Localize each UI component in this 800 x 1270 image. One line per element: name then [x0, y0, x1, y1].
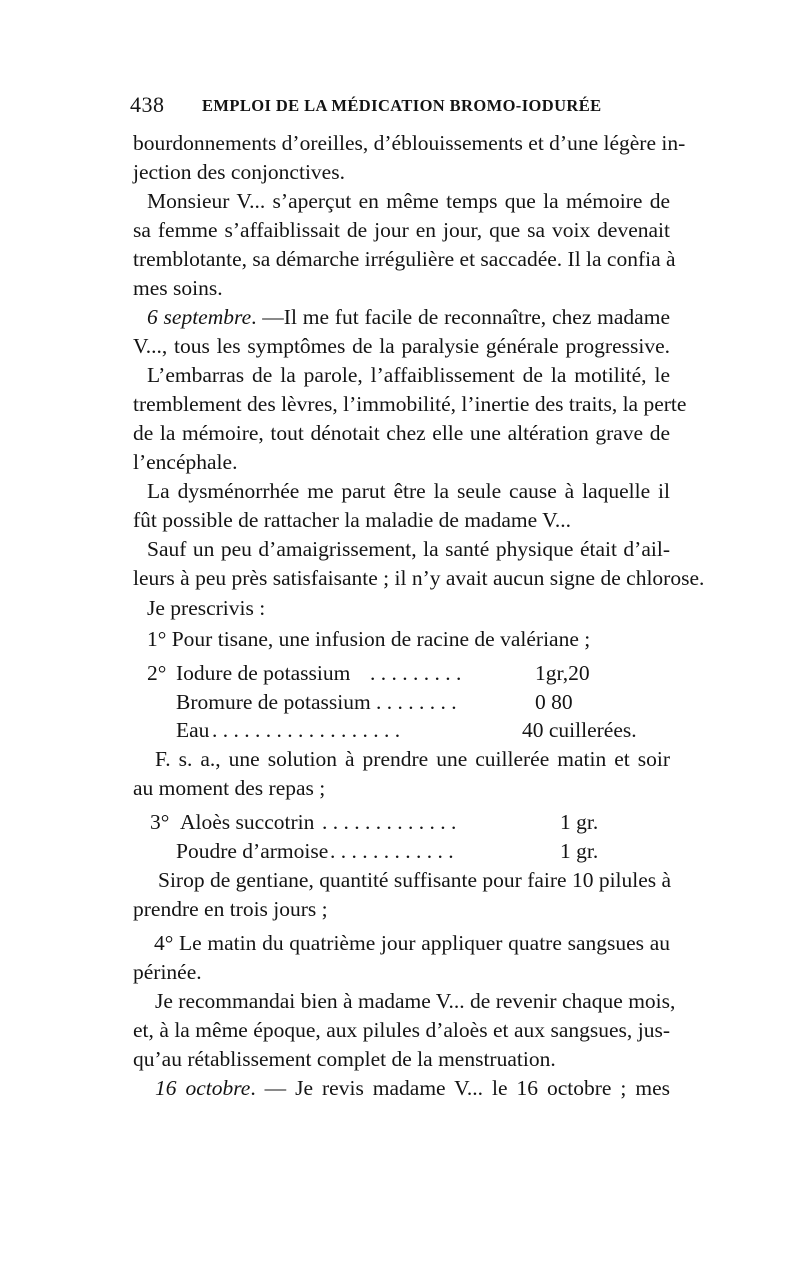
formula-item: Bromure de potassium	[176, 690, 371, 714]
formula-leader: . . . . . . . . .	[370, 661, 462, 685]
formula-leader: . . . . . . . . . . . . .	[322, 810, 457, 834]
date-september: 6 septembre	[147, 305, 252, 329]
text-line: sa femme s’affaiblissait de jour en jour, que sa voix devenait	[133, 218, 670, 242]
formula-dose: 1 gr.	[560, 810, 599, 834]
text-line: mes soins.	[133, 276, 223, 300]
text-line: L’embarras de la parole, l’affaiblissement de la motilité, le	[147, 363, 670, 387]
formula-dose: 1gr,20	[535, 661, 590, 685]
formula-leader: . . . . . . . . . . . .	[330, 839, 454, 863]
formula-item: Eau	[176, 718, 210, 742]
text-line: tremblotante, sa démarche irrégulière et saccadée. Il la confia à	[133, 247, 676, 271]
text-line: Monsieur V... s’aperçut en même temps que la mémoire de	[147, 189, 670, 213]
formula-item: Aloès succotrin	[180, 810, 315, 834]
text-line: de la mémoire, tout dénotait chez elle une altération grave de	[133, 421, 670, 445]
text-line: Je prescrivis :	[147, 596, 266, 620]
text-line: et, à la même époque, aux pilules d’aloès et aux sangsues, jus-	[133, 1018, 670, 1042]
text-line: La dysménorrhée me parut être la seule cause à laquelle il	[147, 479, 670, 503]
text-line: périnée.	[133, 960, 202, 984]
page-header	[130, 92, 670, 118]
text-line: V..., tous les symptômes de la paralysie générale progressive.	[133, 334, 670, 358]
text-line: qu’au rétablissement complet de la menstruation.	[133, 1047, 556, 1071]
text-line: l’encéphale.	[133, 450, 238, 474]
prescription-item-1: 1° Pour tisane, une infusion de racine de valériane ;	[147, 627, 591, 651]
formula-leader: . . . . . . . . . . . . . . . . . .	[212, 718, 401, 742]
text-line: 16 octobre. — Je revis madame V... le 16 octobre ; mes	[155, 1076, 670, 1100]
text-line: F. s. a., une solution à prendre une cuillerée matin et soir	[155, 747, 670, 771]
formula-dose: 1 gr.	[560, 839, 599, 863]
text-line: fût possible de rattacher la maladie de madame V...	[133, 508, 572, 532]
text-line: Je recommandai bien à madame V... de revenir chaque mois,	[155, 989, 676, 1013]
text-line: jection des conjonctives.	[133, 160, 345, 184]
formula-dose: 0 80	[535, 690, 573, 714]
text-line: Sirop de gentiane, quantité suffisante pour faire 10 pilules à	[158, 868, 672, 892]
formula-item: Iodure de potassium	[176, 661, 351, 685]
page-number: 438	[130, 92, 165, 117]
date-october: 16 octobre	[155, 1076, 251, 1100]
text-line: au moment des repas ;	[133, 776, 326, 800]
formula-label: 3°	[150, 810, 170, 834]
formula-item: Poudre d’armoise	[176, 839, 329, 863]
text-line: leurs à peu près satisfaisante ; il n’y avait aucun signe de chlorose.	[133, 566, 705, 590]
text-line: 6 septembre. —Il me fut facile de reconnaître, chez madame	[147, 305, 670, 329]
formula-dose: 40 cuillerées.	[522, 718, 637, 742]
running-title: EMPLOI DE LA MÉDICATION BROMO-IODURÉE	[202, 96, 602, 115]
text-line: bourdonnements d’oreilles, d’éblouissements et d’une légère in-	[133, 131, 686, 155]
text-line: 4° Le matin du quatrième jour appliquer quatre sangsues au	[154, 931, 670, 955]
text-line: prendre en trois jours ;	[133, 897, 328, 921]
formula-label: 2°	[147, 661, 167, 685]
text-line: tremblement des lèvres, l’immobilité, l’inertie des traits, la perte	[133, 392, 687, 416]
text-line: Sauf un peu d’amaigrissement, la santé physique était d’ail-	[147, 537, 670, 561]
formula-leader: . . . . . . . .	[376, 690, 457, 714]
